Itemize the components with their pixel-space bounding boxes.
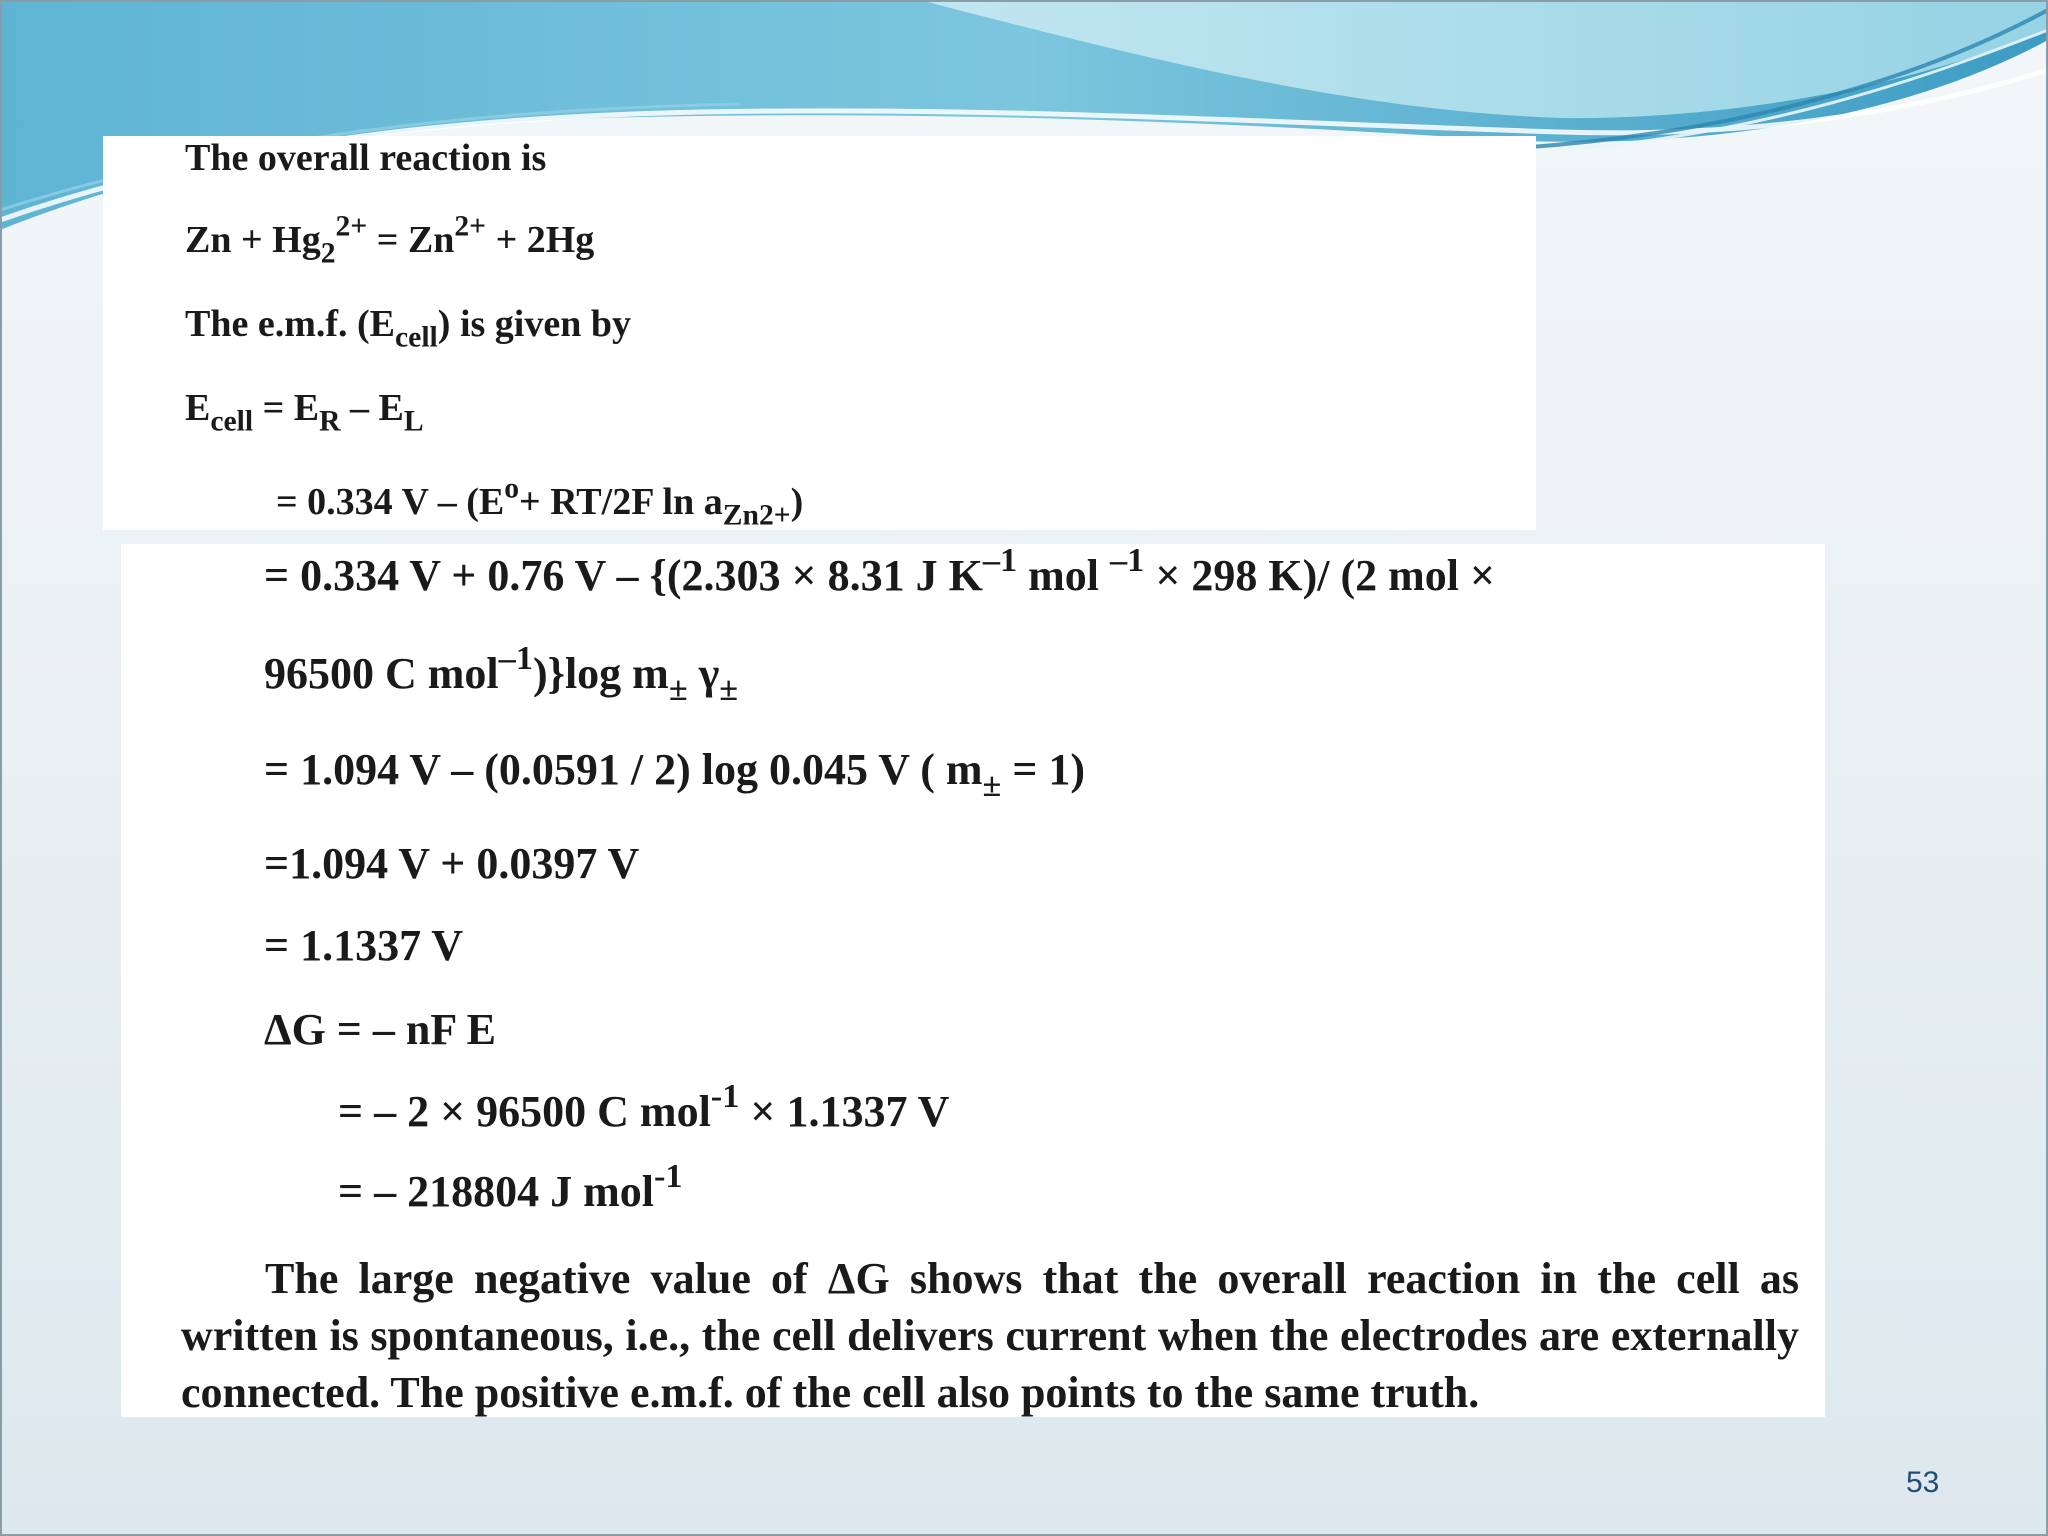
eq-superscript: –1: [1110, 541, 1145, 580]
eq-superscript: -1: [710, 1077, 740, 1116]
page-number: 53: [1906, 1466, 1940, 1499]
eq-part: γ: [687, 649, 720, 698]
eq-superscript: -1: [653, 1157, 683, 1196]
eq-superscript: –1: [498, 639, 533, 678]
eq-part: = – 2 × 96500 C mol: [338, 1087, 711, 1136]
eq-superscript: 2+: [454, 210, 487, 243]
eq-subscript: 2: [320, 237, 336, 270]
eq-subscript: ±: [982, 766, 1002, 804]
eq-part: The e.m.f. (E: [185, 303, 396, 345]
eq-part: + RT/2F ln a: [519, 481, 723, 523]
eq-part: = 0.334 V – (E: [276, 481, 505, 523]
eq-superscript: –1: [982, 541, 1018, 580]
eq-part: ): [790, 481, 804, 523]
text-overall-reaction-heading: The overall reaction is: [185, 137, 547, 179]
eq-part: × 298 K)/ (2 mol ×: [1144, 551, 1496, 600]
eq-subscript: cell: [395, 321, 438, 354]
eq-part: )}log m: [532, 649, 669, 698]
eq-part: – E: [340, 387, 404, 429]
eq-part: mol: [1017, 551, 1111, 600]
eq-superscript: o: [504, 472, 520, 505]
eq-superscript: 2+: [335, 210, 368, 243]
eq-part: + 2Hg: [486, 219, 595, 261]
eq-part: = 1): [1001, 745, 1086, 794]
eq-subscript: cell: [210, 405, 254, 438]
eq-part: = Zn: [367, 219, 455, 261]
equation-step-5: = 1.1337 V: [264, 921, 464, 970]
eq-part: = 0.334 V + 0.76 V – {(2.303 × 8.31 J K: [264, 551, 983, 600]
eq-part: ) is given by: [437, 303, 631, 345]
eq-part: = – 218804 J mol: [338, 1167, 654, 1216]
eq-subscript: L: [403, 405, 424, 438]
eq-subscript: ±: [719, 670, 739, 708]
eq-subscript: R: [319, 405, 341, 438]
eq-part: = E: [253, 387, 320, 429]
conclusion-paragraph: The large negative value of ΔG shows that the overall reaction in the cell as written is spontaneous, i.e., the cell delivers current when the electrodes are externally connected. The positive e.m.f. of the cell also points to the same truth.: [181, 1254, 1799, 1417]
eq-subscript: Zn2+: [722, 499, 791, 532]
eq-part: × 1.1337 V: [739, 1087, 950, 1136]
eq-part: = 1.094 V – (0.0591 / 2) log 0.045 V ( m: [264, 745, 983, 794]
eq-subscript: ±: [668, 670, 688, 708]
eq-part: Zn + Hg: [185, 219, 321, 261]
eq-part: 96500 C mol: [264, 649, 499, 698]
eq-part: E: [185, 387, 211, 429]
equation-delta-g: ΔG = – nF E: [264, 1005, 496, 1054]
equation-step-4: =1.094 V + 0.0397 V: [264, 839, 640, 888]
